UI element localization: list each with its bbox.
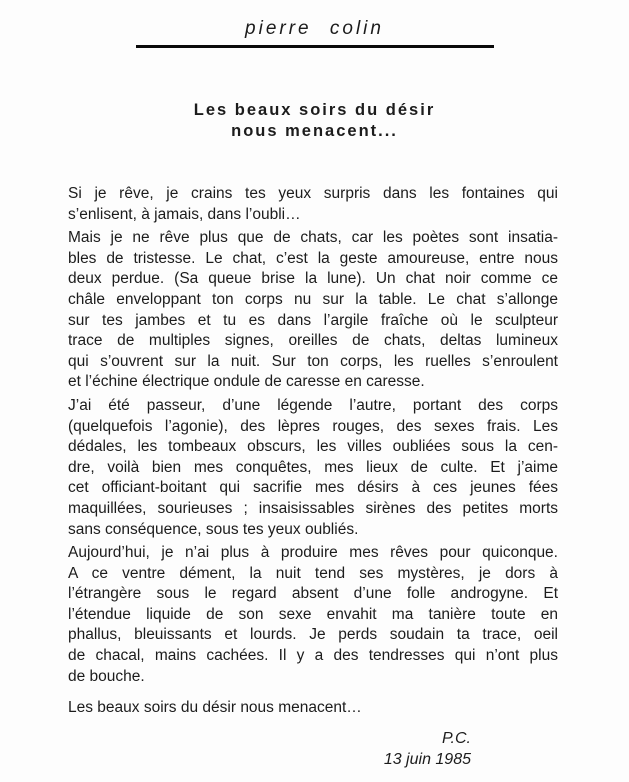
poem-paragraph [68, 184, 558, 225]
text-line: sur tes jambes et tu es dans l’argile fraîche où le sculpteur [68, 311, 558, 329]
poem-title-line-1: Les beaux soirs du désir [193, 101, 436, 119]
poem-body [68, 184, 558, 687]
text-line: Aujourd’hui, je n’ai plus à produire mes rêves pour quiconque. [68, 544, 558, 562]
text-line: sans conséquence, sous tes yeux oubliés. [68, 520, 359, 538]
text-line: maquillées, sourieuses ; insaisissables sirènes des petites morts [68, 499, 558, 517]
text-line: cet officiant-boitant qui sacrifie mes désirs à ces jeunes fées [68, 479, 558, 497]
text-line: l’étendue liquide de son sexe envahit ma tanière toute en [68, 605, 558, 623]
text-line: qui s’ouvrent sur la nuit. Sur ton corps, les ruelles s’enroulent [68, 352, 558, 370]
text-line: châle enveloppant ton corps nu sur la table. Le chat s’allonge [68, 290, 558, 308]
text-line: J’ai été passeur, d’une légende l’autre, portant des corps [68, 396, 558, 414]
signature-initials: P.C. [441, 729, 471, 747]
poem-title-line-2: nous menacent... [231, 122, 398, 140]
text-line: trace de multiples signes, oreilles de chats, deltas lumineux [68, 332, 558, 350]
text-line: dre, voilà bien mes conquêtes, mes lieux de culte. Et j’aime [68, 458, 558, 476]
poem-paragraph [68, 396, 558, 540]
text-line: de bouche. [68, 667, 145, 685]
closing-line: Les beaux soirs du désir nous menacent… [68, 699, 362, 717]
text-line: phallus, bleuissants et lourds. Je perds soudain ta trace, oeil [68, 626, 558, 644]
signature-date: 13 juin 1985 [383, 751, 471, 769]
text-line: et l’échine électrique ondule de caresse en caresse. [68, 373, 425, 391]
text-line: Mais je ne rêve plus que de chats, car les poètes sont insatia- [68, 229, 558, 247]
poem-paragraph [68, 543, 558, 687]
text-line: Si je rêve, je crains tes yeux surpris dans les fontaines qui [68, 185, 558, 202]
signature-block [0, 728, 629, 771]
text-line: A ce ventre dément, la nuit tend ses mystères, je dors à [68, 564, 558, 582]
text-line: dédales, les tombeaux obscurs, les villes oubliées sous la cen- [68, 438, 558, 456]
text-line: l’étrangère sous le regard absent d’une folle androgyne. Et [68, 585, 558, 603]
text-line: deux perdue. (Sa queue brise la lune). Un chat noir comme ce [68, 270, 558, 288]
text-line: de chacal, mains cachées. Il y a des tendresses qui n’ont plus [68, 647, 558, 665]
header-rule [136, 45, 494, 48]
text-line: bles de tristesse. Le chat, c’est la geste amoureuse, entre nous [68, 249, 558, 267]
author-name: pierre colin [245, 18, 384, 39]
text-line: (quelquefois l’agonie), des lèpres rouges, des sexes frais. Les [68, 417, 558, 435]
text-line: s’enlisent, à jamais, dans l’oubli… [68, 205, 301, 223]
poem-title [0, 100, 629, 142]
poem-paragraph [68, 228, 558, 393]
